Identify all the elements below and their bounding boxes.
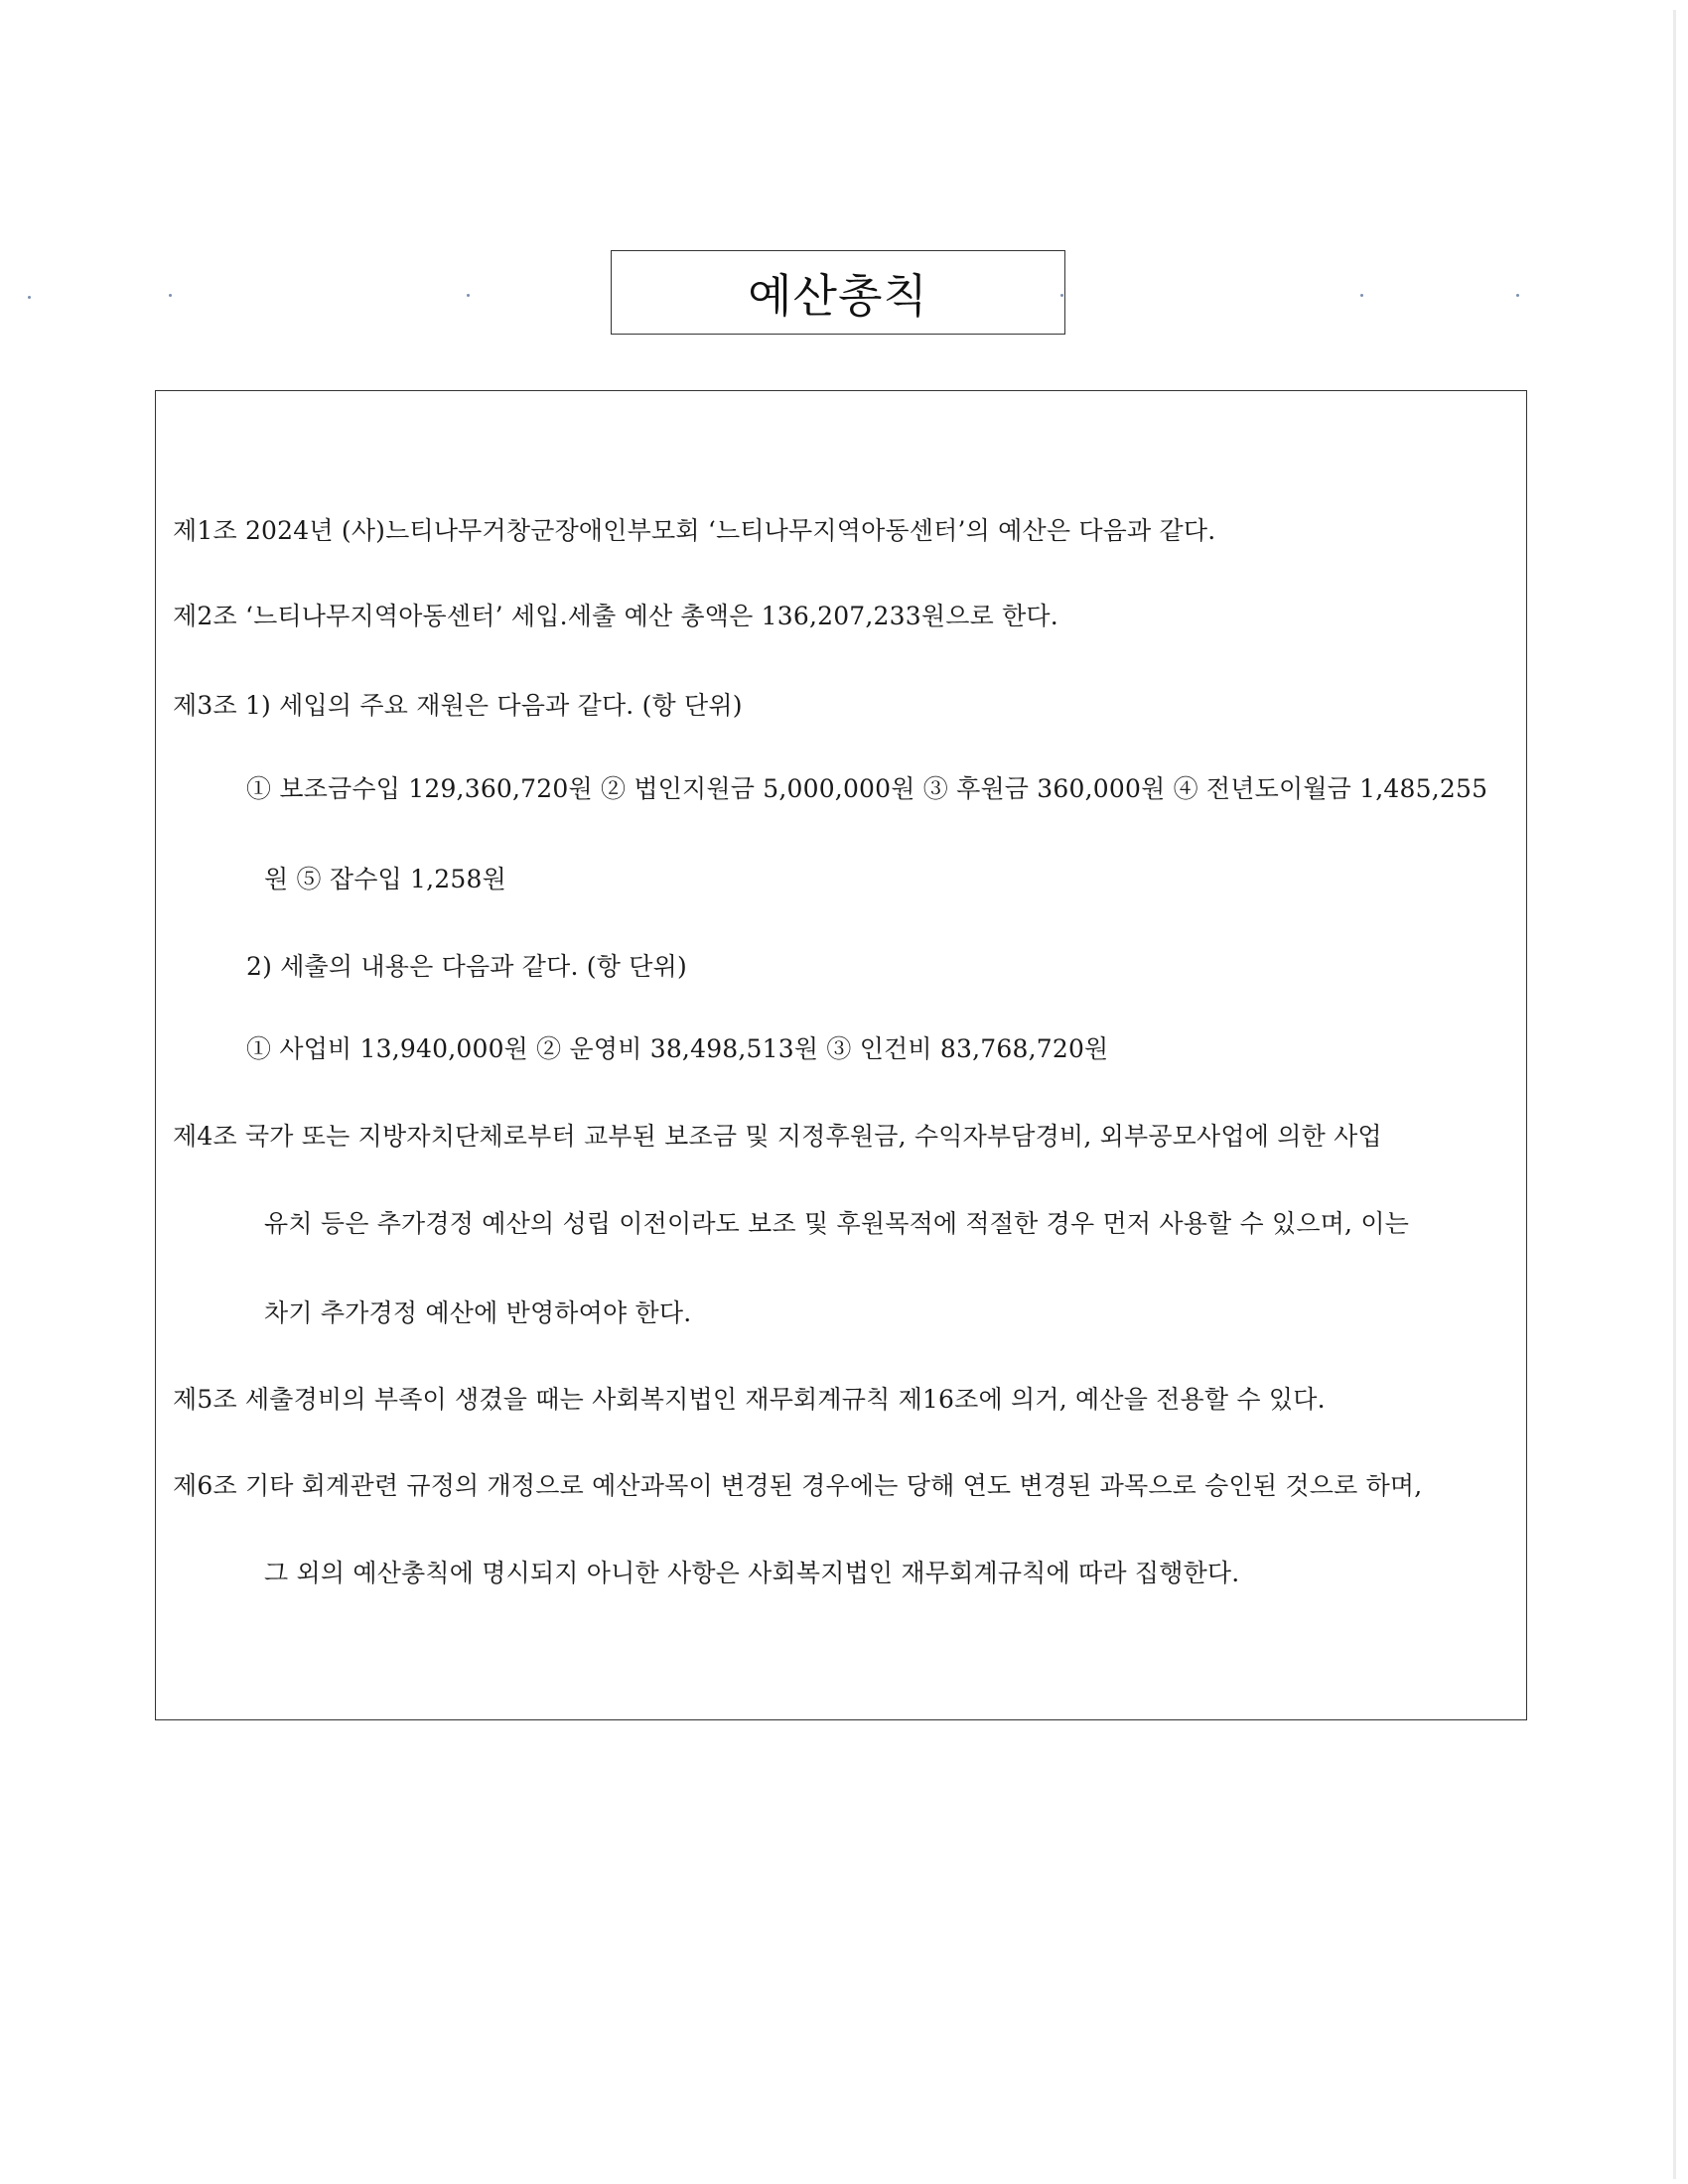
article-6-line: 제6조 기타 회계관련 규정의 개정으로 예산과목이 변경된 경우에는 당해 연도 변경된 과목으로 승인된 것으로 하며, xyxy=(173,1471,1423,1500)
scan-dot xyxy=(1360,294,1363,297)
scan-dot xyxy=(467,294,470,297)
scan-dot xyxy=(28,296,31,299)
article-1-line: 제1조 2024년 (사)느티나무거창군장애인부모회 ‘느티나무지역아동센터’의 예산은 다음과 같다. xyxy=(173,516,1216,545)
scan-dot xyxy=(1516,294,1519,297)
title-box xyxy=(611,250,1065,335)
article-4-continued-line: 유치 등은 추가경정 예산의 성립 이전이라도 보조 및 후원목적에 적절한 경우 먼저 사용할 수 있으며, 이는 xyxy=(264,1209,1410,1238)
article-4-line: 제4조 국가 또는 지방자치단체로부터 교부된 보조금 및 지정후원금, 수익자부담경비, 외부공모사업에 의한 사업 xyxy=(173,1122,1382,1151)
article-6-continued-line: 그 외의 예산총칙에 명시되지 아니한 사항은 사회복지법인 재무회계규칙에 따라 집행한다. xyxy=(264,1559,1240,1587)
article-2-line: 제2조 ‘느티나무지역아동센터’ 세입.세출 예산 총액은 136,207,233원으로 한다. xyxy=(173,602,1058,630)
revenue-items-line: ① 보조금수입 129,360,720원 ② 법인지원금 5,000,000원 ③ 후원금 360,000원 ④ 전년도이월금 1,485,255 xyxy=(246,774,1488,803)
expenditure-items-line: ① 사업비 13,940,000원 ② 운영비 38,498,513원 ③ 인건비 83,768,720원 xyxy=(246,1034,1109,1063)
article-3-line: 제3조 1) 세입의 주요 재원은 다음과 같다. (항 단위) xyxy=(173,691,743,720)
article-4-end-line: 차기 추가경정 예산에 반영하여야 한다. xyxy=(264,1298,692,1327)
revenue-items-continued-line: 원 ⑤ 잡수입 1,258원 xyxy=(264,865,506,893)
scan-dot xyxy=(169,294,172,297)
page-edge xyxy=(1673,10,1676,2179)
expenditure-heading-line: 2) 세출의 내용은 다음과 같다. (항 단위) xyxy=(246,952,687,981)
article-5-line: 제5조 세출경비의 부족이 생겼을 때는 사회복지법인 재무회계규칙 제16조에 의거, 예산을 전용할 수 있다. xyxy=(173,1385,1326,1414)
page-title: 예산총칙 xyxy=(748,268,928,323)
